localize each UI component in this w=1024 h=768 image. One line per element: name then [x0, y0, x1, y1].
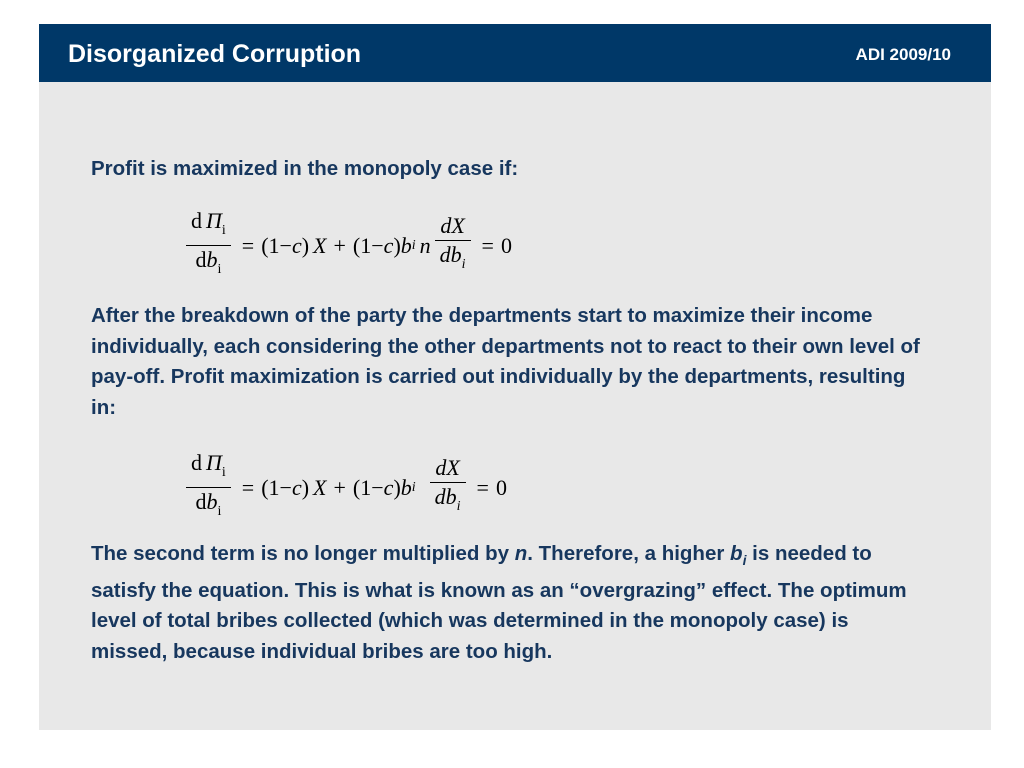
lhs-fraction: $\frac{d \Pi_i}{db_i}$ [186, 207, 231, 284]
dx-fraction: $\frac{dX}{db_i}$ [435, 212, 471, 279]
paragraph-conclusion: The second term is no longer multiplied by n. Therefore, a higher $b_i$ is needed to satisfy the equation. This is what is known as an “overgrazing” effect. The optimum level of total bribes collected (which was determined in the monopoly case) is missed, because individual bribes are too high. [91, 542, 907, 663]
bi-variable: b [730, 542, 743, 565]
course-label: ADI 2009/10 [855, 45, 951, 64]
equation-individual: $\frac{d \Pi_i}{db_i}$ = (1 − c ) X + (1 − c ) b i $\frac{dX}{db_i}$ = 0 [182, 449, 507, 526]
equation-monopoly: $\frac{d \Pi_i}{db_i}$ = (1 − c ) X + (1 − c ) b i n $\frac{dX}{db_i}$ = 0 [182, 207, 512, 284]
header-bar [39, 24, 991, 82]
paragraph-intro: Profit is maximized in the monopoly case if: [91, 157, 519, 180]
dx-fraction: $\frac{dX}{db_i}$ [430, 454, 466, 521]
slide-title: Disorganized Corruption [68, 40, 362, 68]
lhs-fraction: $\frac{d \Pi_i}{db_i}$ [186, 449, 231, 526]
slide [39, 24, 991, 730]
n-variable: n [514, 542, 528, 565]
paragraph-breakdown: After the breakdown of the party the departments start to maximize their income individually, each considering the other departments not to react to their own level of pay-off. Profit maximization is carried out individually by the departments, resulting in: [91, 304, 920, 419]
